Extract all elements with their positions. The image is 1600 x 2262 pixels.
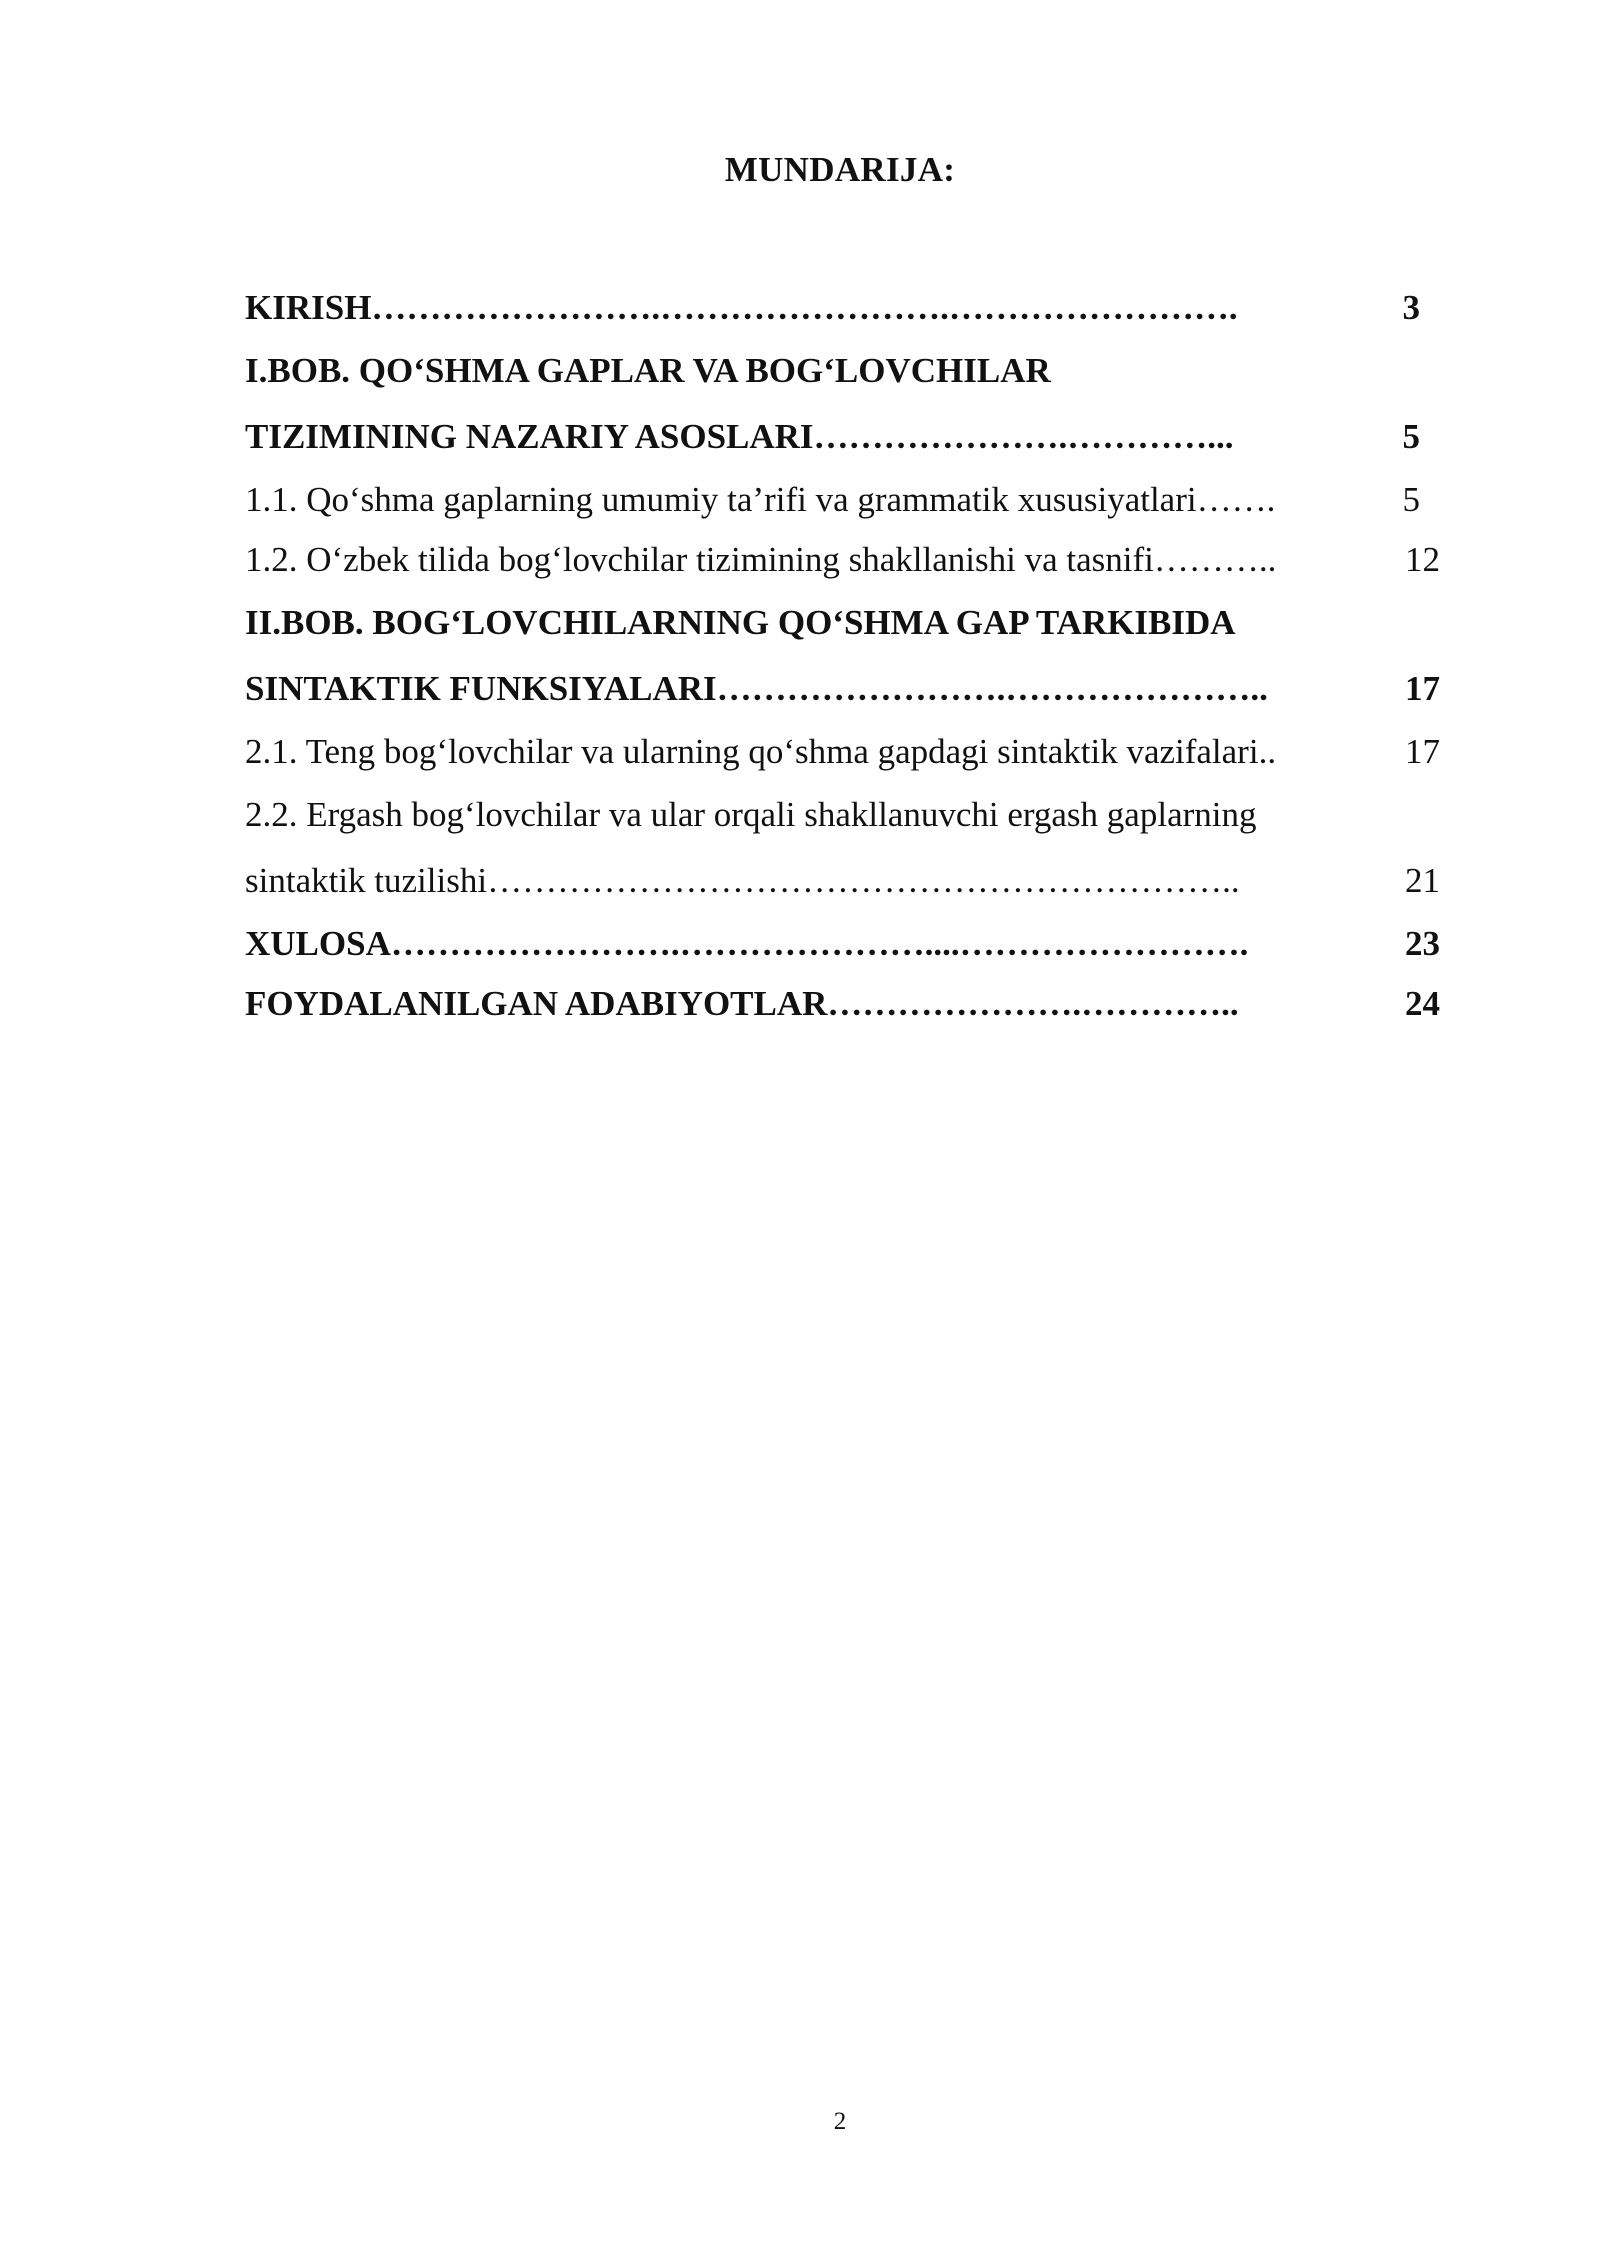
toc-entry-text: 1.2. O‘zbek tilida bog‘lovchilar tizimining shakllanishi va tasnifi……….. [245, 540, 1277, 579]
toc-entry-text: II.BOB. BOG‘LOVCHILARNING QO‘SHMA GAP TARKIBIDA [245, 603, 1236, 642]
toc-entry-chapter-1-line-1 [245, 338, 1440, 404]
toc-entry-page: 17 [1405, 669, 1440, 708]
toc-entry-text: FOYDALANILGAN ADABIYOTLAR………………….………….. [245, 984, 1239, 1023]
toc-entry-page: 12 [1405, 540, 1440, 579]
toc-entry-section-1-2 [245, 530, 1440, 590]
toc-entry-section-2-1 [245, 722, 1440, 782]
toc-entry-chapter-2-line-1 [245, 590, 1440, 656]
toc-entry-text: I.BOB. QO‘SHMA GAPLAR VA BOG‘LOVCHILAR [245, 351, 1051, 390]
toc-entry-page: 24 [1405, 984, 1440, 1023]
toc-entry-kirish [245, 278, 1440, 338]
toc-entry-section-2-2-line-1 [245, 782, 1440, 848]
toc-entry-chapter-2-line-2 [245, 656, 1440, 722]
toc-entry-xulosa [245, 914, 1440, 974]
toc-entry-text: 2.2. Ergash bog‘lovchilar va ular orqali shakllanuvchi ergash gaplarning [245, 795, 1257, 834]
toc-entry-text: SINTAKTIK FUNKSIYALARI…………………….………………….. [245, 669, 1268, 708]
toc-entry-page: 21 [1405, 861, 1440, 900]
toc-entry-chapter-1-line-2 [245, 404, 1440, 470]
toc-entry-page: 3 [1402, 288, 1420, 327]
toc-entry-text: 2.1. Teng bog‘lovchilar va ularning qo‘shma gapdagi sintaktik vazifalari.. [245, 732, 1277, 771]
toc-entry-page: 17 [1405, 732, 1440, 771]
toc-entry-text: XULOSA…………………….…………………....……………………. [245, 924, 1249, 963]
toc-entry-page: 5 [1402, 480, 1420, 519]
page-number: 2 [833, 2108, 847, 2135]
toc-title: MUNDARIJA: [724, 150, 956, 189]
toc-entry-page: 23 [1405, 924, 1440, 963]
toc-entry-section-2-2-line-2 [245, 848, 1440, 914]
toc-entry-text: TIZIMINING NAZARIY ASOSLARI………………….…………... [245, 417, 1234, 456]
toc-entry-text: sintaktik tuzilishi……………………………………………………….. [245, 861, 1240, 900]
toc-entry-adabiyotlar [245, 974, 1440, 1034]
toc-entry-section-1-1 [245, 470, 1440, 530]
table-of-contents [245, 278, 1440, 1034]
toc-entry-page: 5 [1402, 417, 1420, 456]
toc-entry-text: 1.1. Qo‘shma gaplarning umumiy ta’rifi va grammatik xususiyatlari……. [245, 480, 1276, 519]
toc-entry-text: KIRISH…………………….…………………….……………………. [245, 288, 1238, 327]
